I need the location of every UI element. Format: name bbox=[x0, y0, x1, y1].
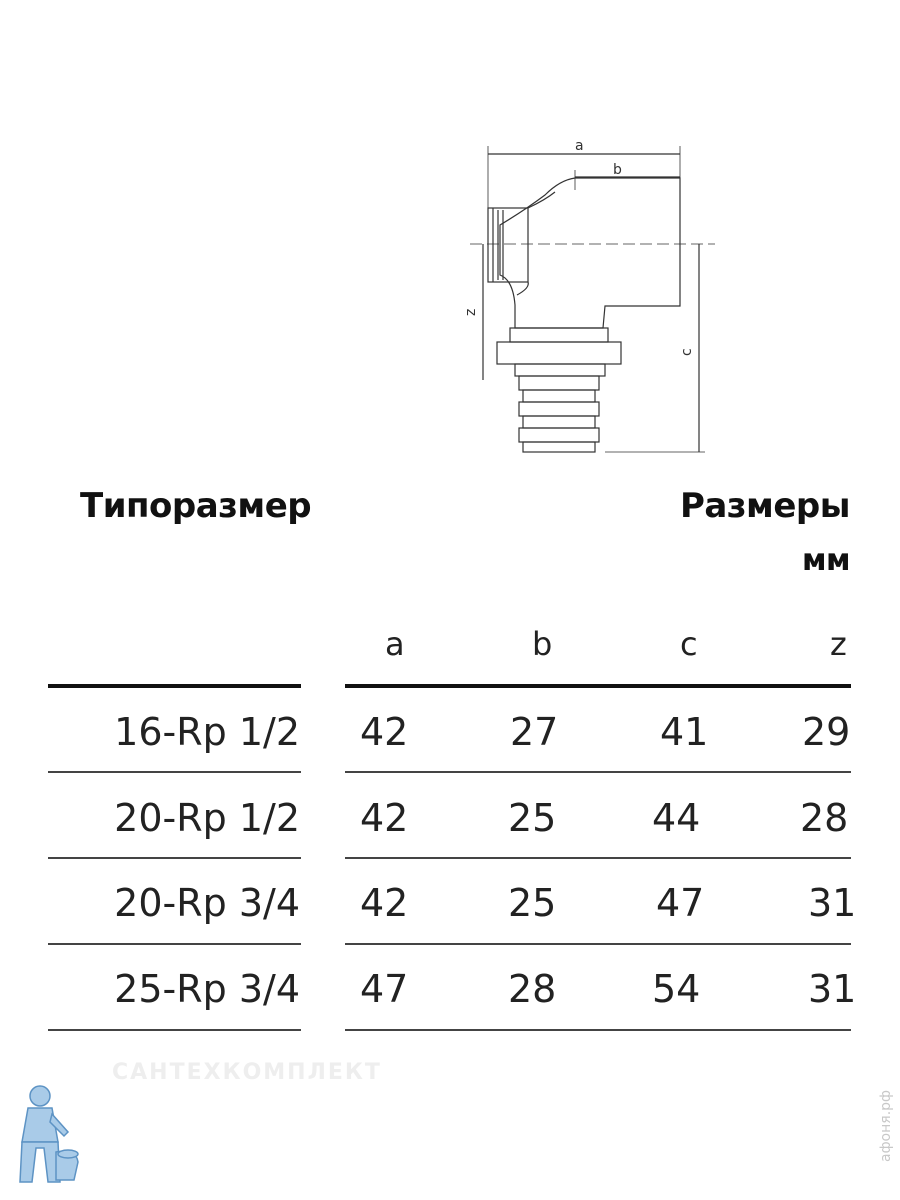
table-cell-c: 47 bbox=[656, 881, 705, 925]
unit-header: мм bbox=[801, 543, 850, 578]
column-header-z: z bbox=[830, 625, 847, 663]
row-divider bbox=[345, 771, 851, 773]
table-cell-b: 28 bbox=[508, 967, 557, 1011]
dim-label-a: a bbox=[575, 138, 584, 154]
table-cell-z: 31 bbox=[808, 881, 857, 925]
plumber-mascot-icon bbox=[6, 1082, 84, 1194]
table-cell-c: 44 bbox=[652, 796, 701, 840]
table-cell-z: 31 bbox=[808, 967, 857, 1011]
row-divider bbox=[48, 943, 301, 945]
sizes-header: Размеры bbox=[679, 486, 850, 526]
type-header: Типоразмер bbox=[80, 486, 312, 526]
table-cell-c: 41 bbox=[660, 710, 709, 754]
table-cell-c: 54 bbox=[652, 967, 701, 1011]
column-header-c: c bbox=[680, 625, 698, 663]
table-cell-b: 27 bbox=[510, 710, 559, 754]
table-row-type: 20-Rp 3/4 bbox=[114, 881, 300, 925]
table-cell-a: 42 bbox=[360, 796, 409, 840]
row-divider bbox=[345, 1029, 851, 1031]
table-row-type: 25-Rp 3/4 bbox=[114, 967, 300, 1011]
side-watermark: афоня.рф bbox=[878, 1090, 894, 1162]
column-header-a: a bbox=[385, 625, 405, 663]
fitting-drawing bbox=[455, 130, 735, 470]
table-cell-z: 28 bbox=[800, 796, 849, 840]
table-cell-z: 29 bbox=[802, 710, 851, 754]
table-row-type: 20-Rp 1/2 bbox=[114, 796, 300, 840]
row-divider bbox=[48, 1029, 301, 1031]
header-rule-right bbox=[345, 684, 851, 688]
watermark: САНТЕХКОМПЛЕКТ bbox=[112, 1060, 382, 1085]
row-divider bbox=[48, 857, 301, 859]
dim-label-z: z bbox=[463, 308, 479, 316]
table-cell-a: 42 bbox=[360, 881, 409, 925]
row-divider bbox=[345, 857, 851, 859]
dim-label-b: b bbox=[613, 162, 622, 178]
table-cell-b: 25 bbox=[508, 881, 557, 925]
table-cell-a: 47 bbox=[360, 967, 409, 1011]
header-rule-left bbox=[48, 684, 301, 688]
dim-label-c: c bbox=[679, 348, 695, 356]
column-header-b: b bbox=[532, 625, 553, 663]
row-divider bbox=[345, 943, 851, 945]
row-divider bbox=[48, 771, 301, 773]
table-cell-b: 25 bbox=[508, 796, 557, 840]
table-row-type: 16-Rp 1/2 bbox=[114, 710, 300, 754]
table-cell-a: 42 bbox=[360, 710, 409, 754]
